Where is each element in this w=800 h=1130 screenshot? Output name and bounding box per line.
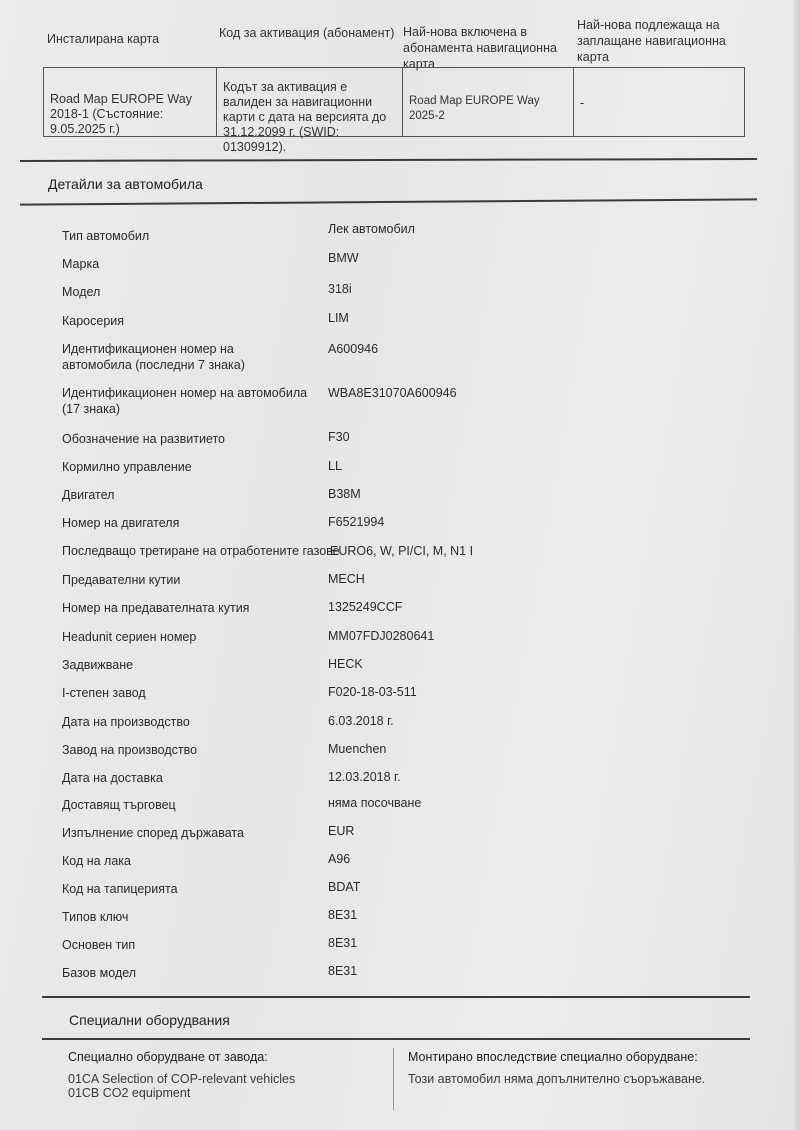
divider <box>42 1038 750 1040</box>
detail-value: LIM <box>328 311 349 325</box>
detail-value: 8E31 <box>328 908 358 922</box>
detail-label: Код на лака <box>62 854 131 868</box>
divider <box>20 198 757 205</box>
detail-label: I-степен завод <box>62 686 146 700</box>
detail-label: Типов ключ <box>62 910 129 924</box>
section-title-special-equipment: Специални оборудвания <box>69 1012 230 1028</box>
detail-value: Лек автомобил <box>328 222 415 236</box>
detail-value: F30 <box>328 430 350 444</box>
detail-value: Muenchen <box>328 742 387 756</box>
detail-label: Обозначение на развитието <box>62 432 226 446</box>
detail-label: Задвижване <box>62 658 134 672</box>
detail-label: Код на тапицерията <box>62 882 178 896</box>
map-table <box>43 67 745 154</box>
detail-value: 12.03.2018 г. <box>328 770 401 784</box>
detail-value: A96 <box>328 852 351 866</box>
detail-value: 8E31 <box>328 964 358 978</box>
detail-value: A600946 <box>328 342 379 356</box>
detail-label: Последващо третиране на отработените газове <box>62 544 340 558</box>
detail-label: Основен тип <box>62 938 136 952</box>
detail-label: Идентификационен номер на автомобила (17 знака) <box>62 386 308 416</box>
installed-map-value: Road Map EUROPE Way 2018-1 (Състояние: 9.05.2025 г.) <box>44 68 217 136</box>
detail-value: 1325249CCF <box>328 600 403 614</box>
detail-value: F6521994 <box>328 515 385 529</box>
detail-label: Кормилно управление <box>62 460 192 474</box>
section-title-vehicle-details: Детайли за автомобила <box>48 176 203 192</box>
detail-label: Дата на доставка <box>62 771 163 785</box>
header-activation-code: Код за активация (абонамент) <box>219 26 395 40</box>
detail-value: 318i <box>328 282 352 296</box>
detail-label: Двигател <box>62 488 115 502</box>
activation-code-value: Кодът за активация е валиден за навигационни карти с дата на версията до 31.12.2099 г. (SWID: 01309912). <box>217 68 403 136</box>
header-installed-map: Инсталирана карта <box>47 32 160 46</box>
detail-value: 8E31 <box>328 936 358 950</box>
equipment-item: 01CA Selection of COP-relevant vehicles <box>68 1072 296 1086</box>
retrofit-equipment-heading: Монтирано впоследствие специално оборудване: <box>408 1050 698 1064</box>
detail-label: Изпълнение според държавата <box>62 826 244 840</box>
detail-label: Марка <box>62 257 100 271</box>
detail-label: Каросерия <box>62 314 125 328</box>
detail-value: WBA8E31070A600946 <box>328 386 457 400</box>
detail-value: B38M <box>328 487 361 501</box>
detail-value: няма посочване <box>328 796 422 810</box>
divider <box>20 158 757 161</box>
detail-value: BDAT <box>328 880 361 894</box>
detail-value: F020-18-03-511 <box>328 685 417 699</box>
detail-value: EURO6, W, PI/CI, M, N1 I <box>330 544 474 558</box>
detail-value: HECK <box>328 657 363 671</box>
detail-label: Идентификационен номер на автомобила (последни 7 знака) <box>62 342 245 372</box>
detail-label: Headunit сериен номер <box>62 630 197 644</box>
factory-equipment <box>68 1050 388 1100</box>
detail-label: Модел <box>62 285 101 299</box>
equipment-item: 01CB CO2 equipment <box>68 1086 191 1100</box>
paper-edge <box>794 0 800 1130</box>
divider <box>42 996 750 998</box>
detail-value: LL <box>328 459 342 473</box>
newest-paid-map-value: - <box>580 96 585 110</box>
detail-value: MECH <box>328 572 365 586</box>
detail-value: EUR <box>328 824 355 838</box>
detail-value: 6.03.2018 г. <box>328 714 394 728</box>
factory-equipment-heading: Специално оборудване от завода: <box>68 1050 268 1064</box>
header-newest-included-map: Най-нова включена в абонамента навигационна карта <box>403 25 557 71</box>
detail-value: MM07FDJ0280641 <box>328 629 435 643</box>
detail-label: Завод на производство <box>62 743 198 757</box>
retrofit-equipment <box>393 1048 728 1110</box>
detail-label: Дата на производство <box>62 715 190 729</box>
detail-label: Тип автомобил <box>62 229 150 243</box>
detail-value: BMW <box>328 251 359 265</box>
detail-label: Доставящ търговец <box>62 798 176 812</box>
detail-label: Предавателни кутии <box>62 573 181 587</box>
header-newest-paid-map: Най-нова подлежаща на заплащане навигационна карта <box>577 18 726 64</box>
newest-included-map-value: Road Map EUROPE Way 2025-2 <box>403 68 574 136</box>
detail-label: Номер на предавателната кутия <box>62 601 250 615</box>
detail-label: Номер на двигателя <box>62 516 180 530</box>
retrofit-equipment-text: Този автомобил няма допълнително съоръжаване. <box>408 1072 706 1086</box>
detail-label: Базов модел <box>62 966 137 980</box>
